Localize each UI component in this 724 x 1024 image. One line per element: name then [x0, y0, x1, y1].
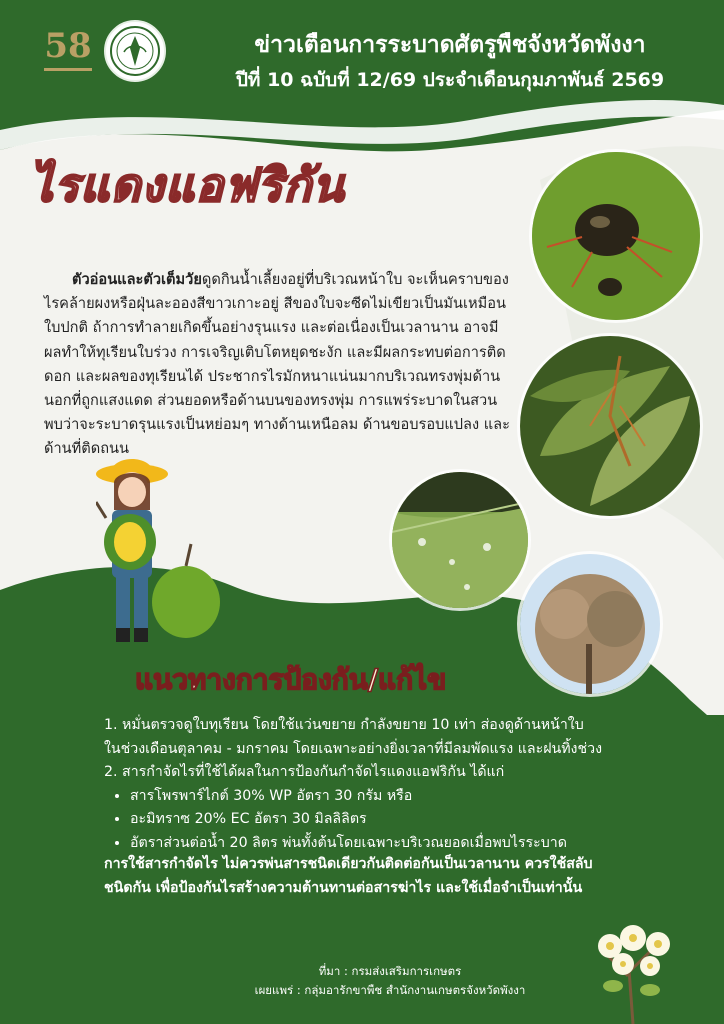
- department-seal-logo: [104, 20, 166, 82]
- description-lead: ตัวอ่อนและตัวเต็มวัย: [72, 271, 202, 288]
- pest-description: [44, 268, 514, 462]
- usage-warning: [104, 852, 664, 900]
- footer: [190, 962, 590, 1000]
- infested-durian-leaves-photo: [520, 336, 700, 516]
- pest-title: ไรแดงแอฟริกัน: [30, 158, 345, 212]
- chemical-item: • สารโพรพาร์ไกต์ 30% WP อัตรา 30 กรัม หรือ: [130, 785, 684, 809]
- warning-line-1: การใช้สารกำจัดไร ไม่ควรพ่นสารชนิดเดียวกันติดต่อกันเป็นเวลานาน ควรใช้สลับ: [104, 856, 593, 872]
- chemical-item: • อัตราส่วนต่อน้ำ 20 ลิตร พ่นทั้งต้นโดยเฉพาะบริเวณยอดเมื่อพบไรระบาด: [130, 832, 684, 856]
- prevention-title: แนวทางการป้องกัน/แก้ไข: [135, 663, 447, 696]
- prevention-item-2: 2. สารกำจัดไรที่ใช้ได้ผลในการป้องกันกำจัดไรแดงแอฟริกัน ได้แก่: [104, 764, 505, 780]
- farmer-illustration: [96, 452, 226, 664]
- mite-closeup-photo: [532, 152, 700, 320]
- bulletin-issue: ปีที่ 10 ฉบับที่ 12/69 ประจำเดือนกุมภาพันธ์ 2569: [235, 69, 665, 91]
- anniversary-logo: [40, 24, 96, 76]
- leaf-surface-photo: [392, 472, 528, 608]
- warning-line-2: ชนิดกัน เพื่อป้องกันไรสร้างความต้านทานต่อสารฆ่าไร และใช้เมื่อจำเป็นเท่านั้น: [104, 880, 583, 896]
- chemical-item: • อะมิทราซ 20% EC อัตรา 30 มิลลิลิตร: [130, 808, 684, 832]
- logo-underline: [44, 68, 92, 71]
- prevention-list: [104, 714, 684, 855]
- prevention-item-1-line-2: ในช่วงเดือนตุลาคม - มกราคม โดยเฉพาะอย่างยิ่งเวลาที่มีลมพัดแรง และฝนทิ้งช่วง: [104, 740, 603, 757]
- infested-durian-tree-photo: [520, 554, 660, 694]
- chemical-list: [104, 785, 684, 856]
- prevention-item-1-line-1: 1. หมั่นตรวจดูใบทุเรียน โดยใช้แว่นขยาย กำลังขยาย 10 เท่า ส่องดูด้านหน้าใบ: [104, 717, 584, 733]
- anniversary-number: 58: [44, 26, 92, 66]
- footer-publisher: เผยแพร่ : กลุ่มอารักขาพืช สำนักงานเกษตรจังหวัดพังงา: [254, 983, 526, 997]
- bulletin-title: ข่าวเตือนการระบาดศัตรูพืชจังหวัดพังงา: [254, 32, 646, 58]
- durian-flower-illustration: [588, 916, 678, 1024]
- footer-source: ที่มา : กรมส่งเสริมการเกษตร: [318, 964, 462, 978]
- description-text: ดูดกินน้ำเลี้ยงอยู่ที่บริเวณหน้าใบ จะเห็นคราบของไรคล้ายผงหรือฝุ่นละอองสีขาวเกาะอยู่ สีของใบจะซีดไม่เขียวเป็นมันเหมือนใบปกติ ถ้าการทำลายเกิดขึ้นอย่างรุนแรง และต่อเนื่องเป็นเวลานาน อาจมีผลทำให้ทุเรียนใบร่วง การเจริญเติบโตหยุดชะงัก และมีผลกระทบต่อการติดดอก และผลของทุเรียนได้ ประชากรไรมักหนาแน่นมากบริเวณทรงพุ่มด้านนอกที่ถูกแสงแดด ส่วนยอดหรือด้านบนของทรงพุ่ม การแพร่ระบาดในสวนพบว่าจะระบาดรุนแรงเป็นหย่อมๆ ทางด้านเหนือลม ด้านขอบรอบแปลง และด้านที่ติดถนน: [44, 271, 510, 458]
